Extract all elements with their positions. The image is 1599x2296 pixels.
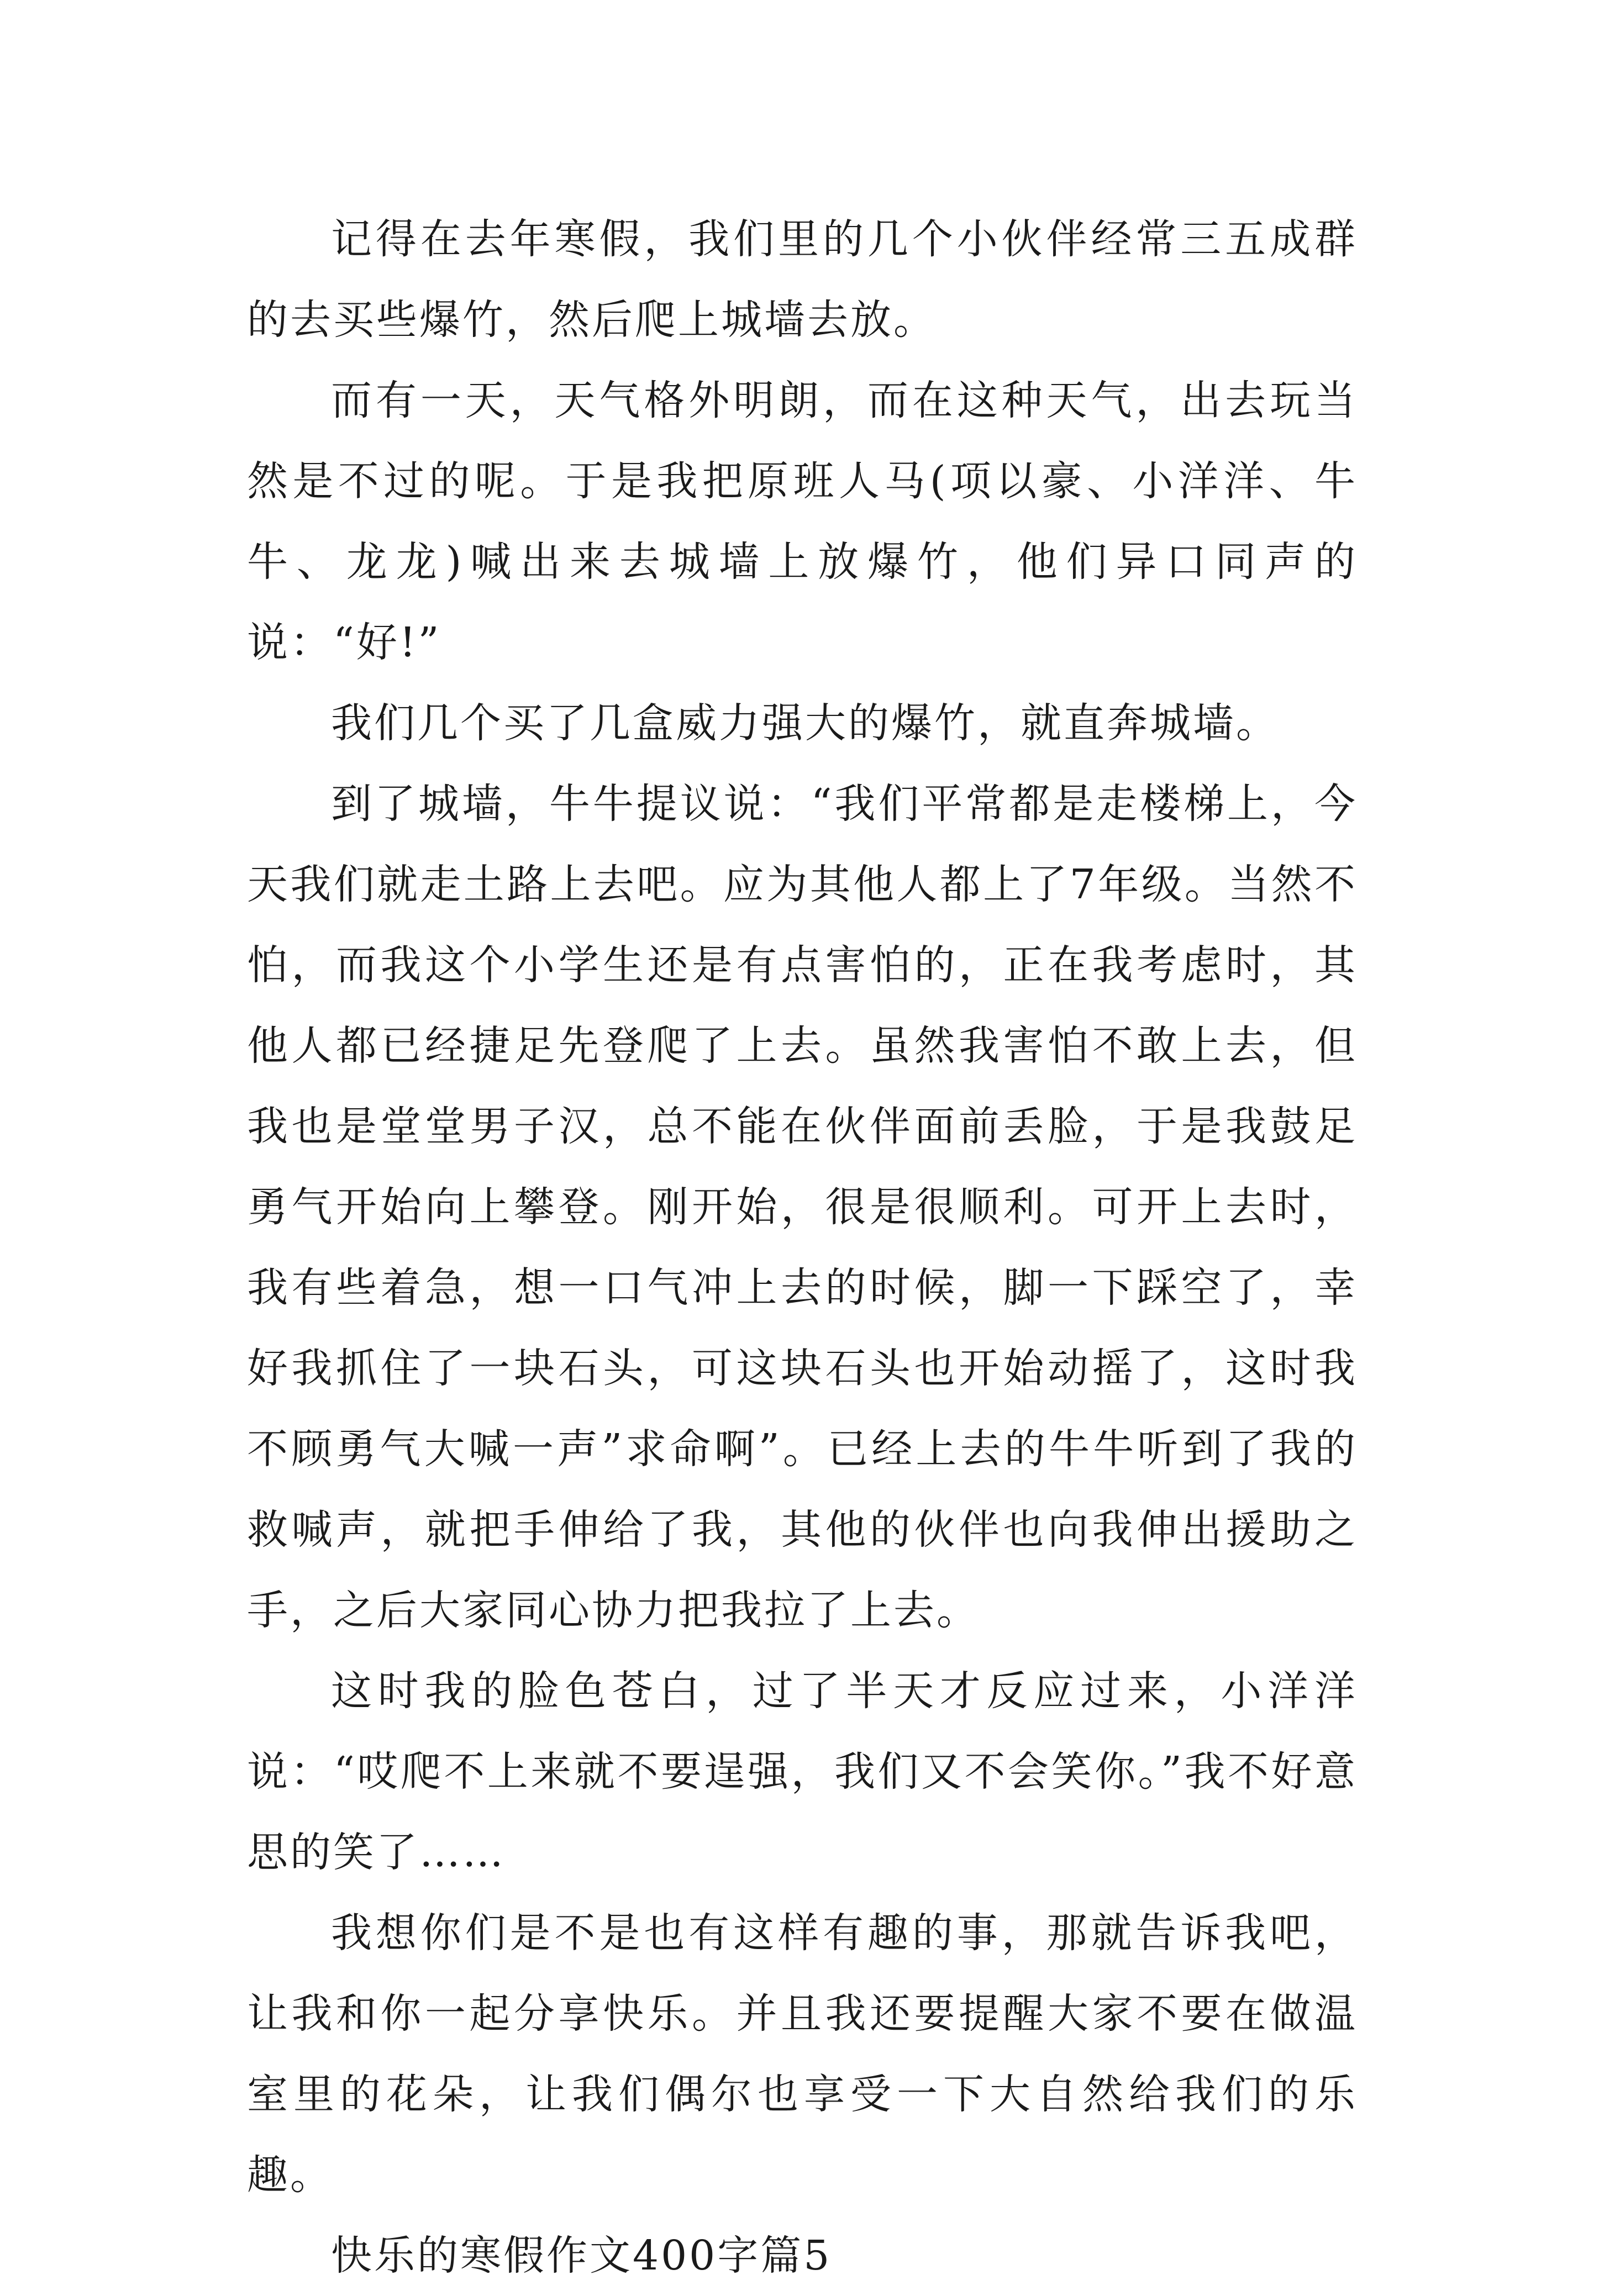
section-heading: 快乐的寒假作文400字篇5 xyxy=(331,2232,832,2279)
paragraph-3: 我们几个买了几盒威力强大的爆竹，就直奔城墙。 xyxy=(331,699,1279,747)
paragraph-2: 而有一天，天气格外明朗，而在这种天气，出去玩当然是不过的呢。于是我把原班人马(项以豪、小洋洋、牛牛、龙龙)喊出来去城墙上放爆竹，他们异口同声的说：“好!” xyxy=(247,377,1358,666)
paragraph-1: 记得在去年寒假，我们里的几个小伙伴经常三五成群的去买些爆竹，然后爬上城墙去放。 xyxy=(247,215,1358,344)
paragraph-5: 这时我的脸色苍白，过了半天才反应过来，小洋洋说：“哎爬不上来就不要逞强，我们又不会笑你。”我不好意思的笑了…… xyxy=(247,1667,1358,1876)
paragraph-6: 我想你们是不是也有这样有趣的事，那就告诉我吧，让我和你一起分享快乐。并且我还要提醒大家不要在做温室里的花朵，让我们偶尔也享受一下大自然给我们的乐趣。 xyxy=(247,1909,1358,2199)
paragraph-4: 到了城墙，牛牛提议说：“我们平常都是走楼梯上，今天我们就走土路上去吧。应为其他人都上了7年级。当然不怕，而我这个小学生还是有点害怕的，正在我考虑时，其他人都已经捷足先登爬了上去。虽然我害怕不敢上去，但我也是堂堂男子汉，总不能在伙伴面前丢脸，于是我鼓足勇气开始向上攀登。刚开始，很是很顺利。可开上去时，我有些着急，想一口气冲上去的时候，脚一下踩空了，幸好我抓住了一块石头，可这块石头也开始动摇了，这时我不顾勇气大喊一声”求命啊”。已经上去的牛牛听到了我的救喊声，就把手伸给了我，其他的伙伴也向我伸出援助之手，之后大家同心协力把我拉了上去。 xyxy=(247,780,1358,1634)
document-body xyxy=(247,199,1358,2296)
